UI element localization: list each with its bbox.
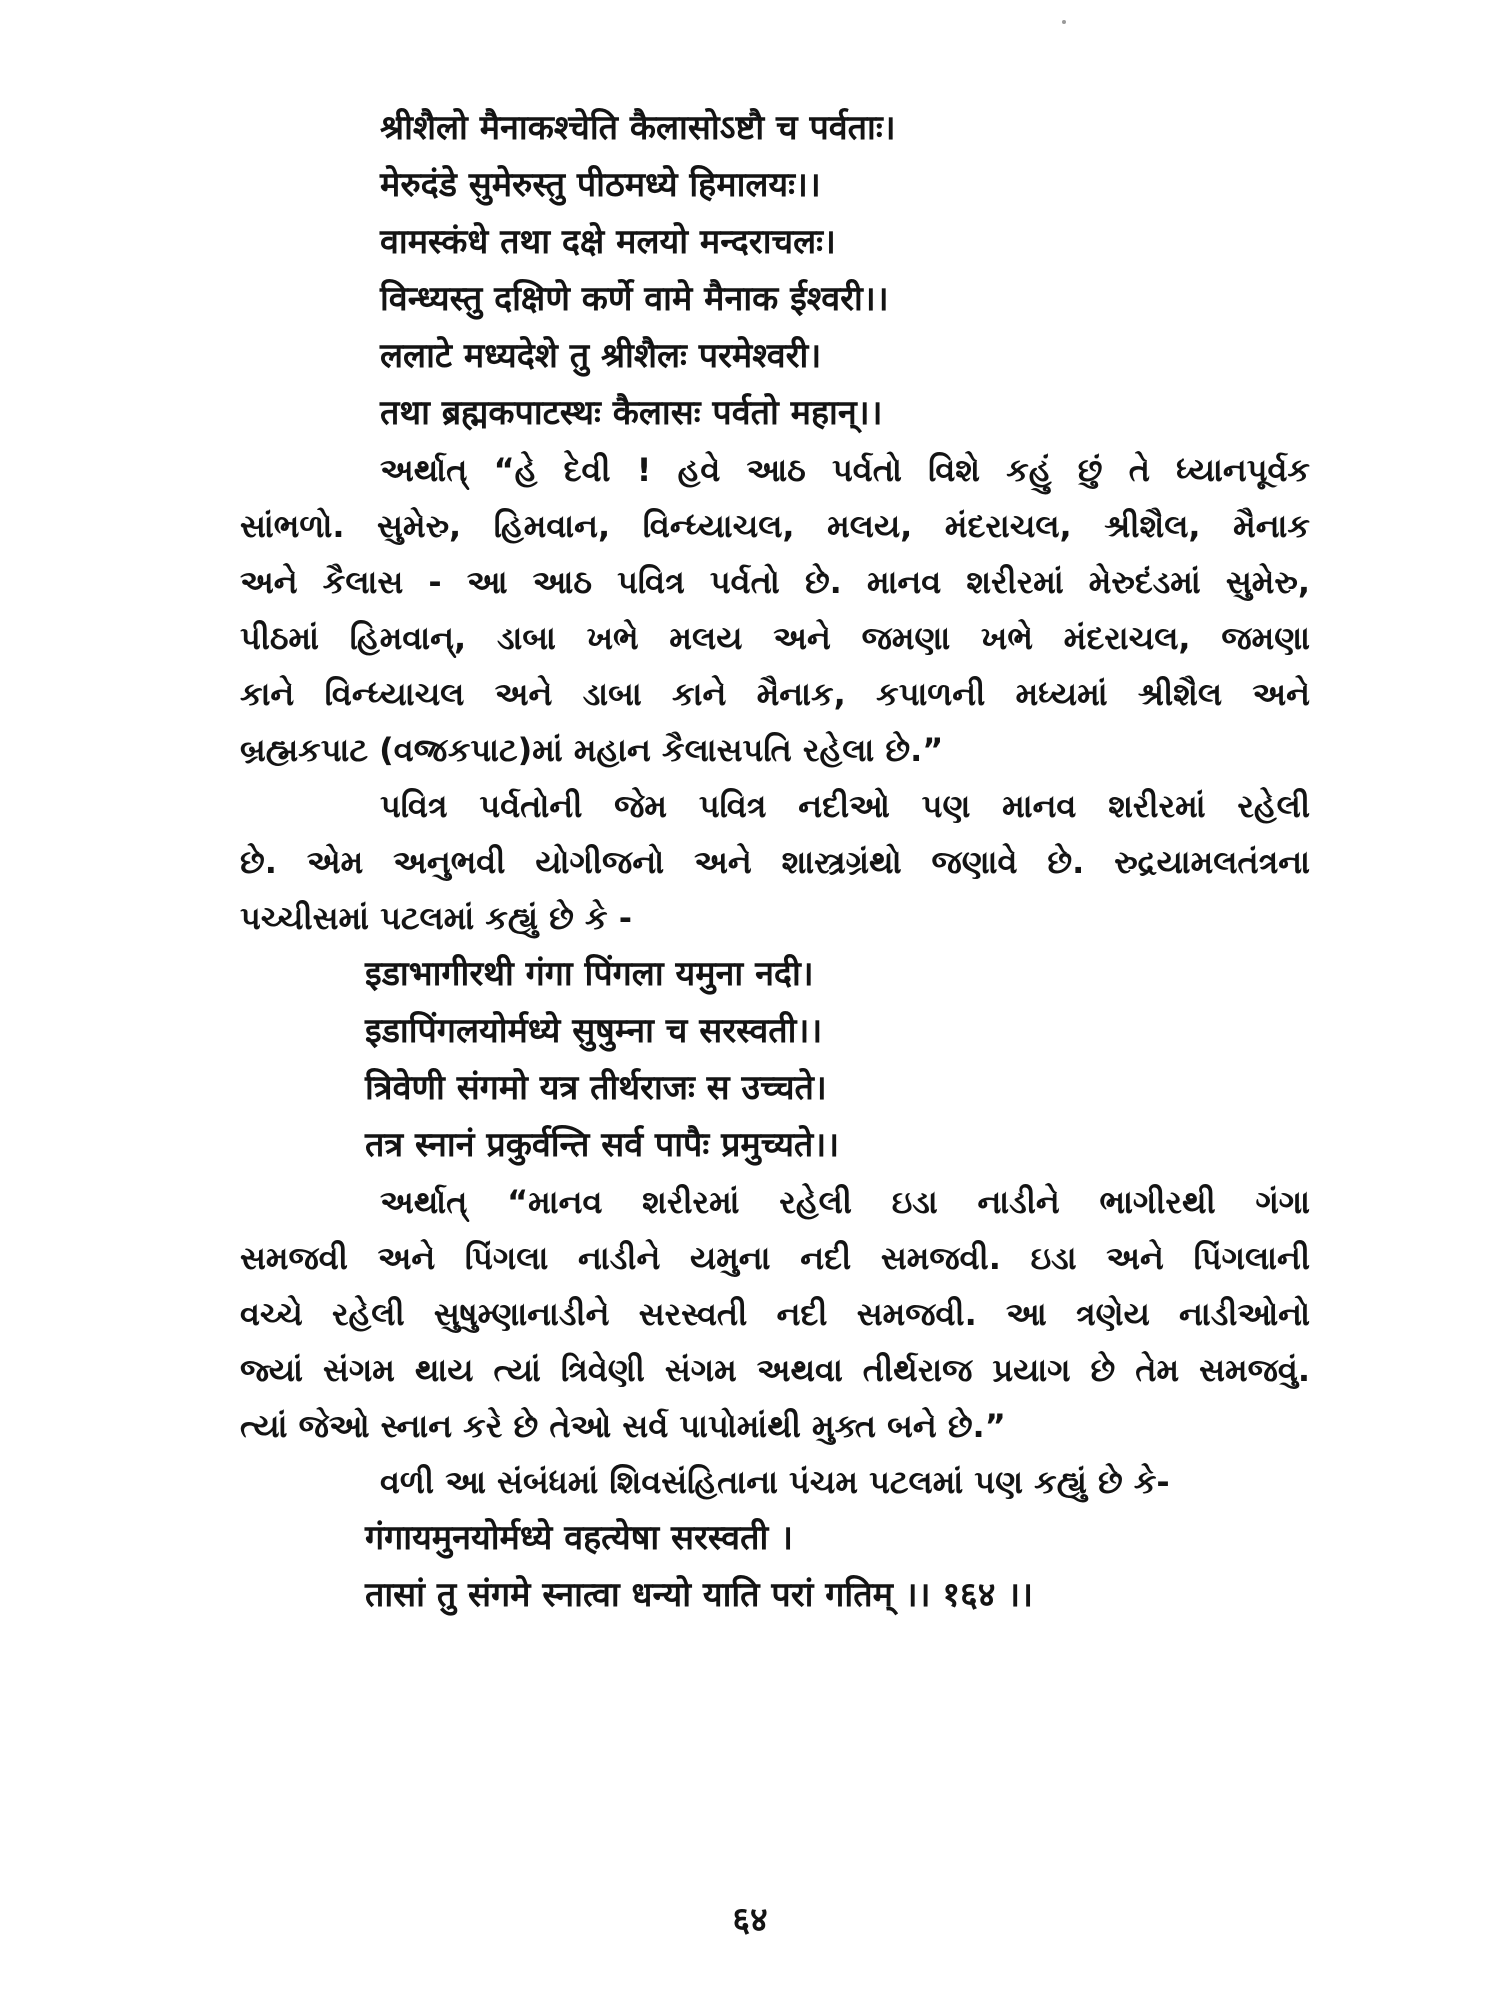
paragraph-line: વળી આ સંબંધમાં શિવસંહિતાના પંચમ પટલમાં પણ કહ્યું છે કે- — [380, 1463, 1170, 1501]
paragraph-line: અને કૈલાસ - આ આઠ પવિત્ર પર્વતો છે. માનવ શરીરમાં મેરુદંડમાં સુમેરુ, — [240, 563, 1310, 601]
verse-line: ललाटे मध्यदेशे तु श्रीशैलः परमेश्वरी। — [380, 336, 822, 376]
paragraph-line: કાને વિન્ધ્યાચલ અને ડાબા કાને મૈનાક, કપાળની મધ્યમાં શ્રીશૈલ અને — [240, 675, 1310, 713]
verse-line: तत्र स्नानं प्रकुर्वन्ति सर्व पापैः प्रमुच्यते।। — [365, 1125, 840, 1165]
page-number: ६४ — [732, 1900, 768, 1940]
paragraph-line: છે. એમ અનુભવી યોગીજનો અને શાસ્ત્રગ્રંથો જણાવે છે. રુદ્રયામલતંત્રના — [240, 843, 1310, 881]
paragraph-line: વચ્ચે રહેલી સુષુમ્ણાનાડીને સરસ્વતી નદી સમજવી. આ ત્રણેય નાડીઓનો — [240, 1295, 1310, 1333]
paragraph-line: પચ્ચીસમાં પટલમાં કહ્યું છે કે - — [240, 899, 633, 937]
verse-block-rivers — [240, 946, 1310, 1174]
verse-line: श्रीशैलो मैनाकश्चेति कैलासोऽष्टौ च पर्वताः। — [380, 108, 896, 148]
paragraph-rivers-meaning — [240, 1174, 1310, 1454]
verse-block-confluence — [240, 1510, 1310, 1624]
verse-line: तासां तु संगमे स्नात्वा धन्यो याति परां गतिम् ।। १६४ ।। — [365, 1575, 1034, 1615]
paragraph-line: અર્થાત્ “માનવ શરીરમાં રહેલી ઇડા નાડીને ભાગીરથી ગંગા — [380, 1183, 1310, 1221]
verse-line: इडापिंगलयोर्मध्ये सुषुम्ना च सरस्वती।। — [365, 1011, 823, 1051]
verse-line: गंगायमुनयोर्मध्ये वहत्येषा सरस्वती । — [365, 1518, 793, 1558]
paragraph-line: ત્યાં જેઓ સ્નાન કરે છે તેઓ સર્વ પાપોમાંથી મુક્ત બને છે.” — [240, 1407, 1006, 1445]
paragraph-line: પીઠમાં હિમવાન્, ડાબા ખભે મલય અને જમણા ખભે મંદરાચલ, જમણા — [240, 619, 1310, 657]
paragraph-shivasamhita-intro — [240, 1454, 1310, 1510]
verse-line: त्रिवेणी संगमो यत्र तीर्थराजः स उच्चते। — [365, 1068, 827, 1108]
paragraph-line: બ્રહ્મકપાટ (વજ્રકપાટ)માં મહાન કૈલાસપતિ રહેલા છે.” — [240, 731, 944, 769]
verse-line: वामस्कंधे तथा दक्षे मलयो मन्दराचलः। — [380, 222, 836, 262]
page-body — [240, 100, 1310, 1624]
paragraph-mountains-meaning — [240, 442, 1310, 778]
verse-block-mountains — [240, 100, 1310, 442]
paragraph-line: પવિત્ર પર્વતોની જેમ પવિત્ર નદીઓ પણ માનવ શરીરમાં રહેલી — [380, 787, 1310, 825]
verse-line: विन्ध्यस्तु दक्षिणे कर्णे वामे मैनाक ईश्वरी।। — [380, 279, 889, 319]
paragraph-line: સાંભળો. સુમેરુ, હિમવાન, વિન્ધ્યાચલ, મલય, મંદરાચલ, શ્રીશૈલ, મૈનાક — [240, 507, 1310, 545]
verse-line: इडाभागीरथी गंगा पिंगला यमुना नदी। — [365, 954, 814, 994]
paragraph-rivers-intro — [240, 778, 1310, 946]
verse-line: तथा ब्रह्मकपाटस्थः कैलासः पर्वतो महान्।। — [380, 393, 883, 433]
scan-speck — [1062, 20, 1066, 24]
paragraph-line: અર્થાત્ “હે દેવી ! હવે આઠ પર્વતો વિશે કહું છું તે ધ્યાનપૂર્વક — [380, 451, 1310, 489]
verse-line: मेरुदंडे सुमेरुस्तु पीठमध्ये हिमालयः।। — [380, 165, 821, 205]
paragraph-line: જ્યાં સંગમ થાય ત્યાં ત્રિવેણી સંગમ અથવા તીર્થરાજ પ્રયાગ છે તેમ સમજવું. — [240, 1351, 1310, 1389]
paragraph-line: સમજવી અને પિંગલા નાડીને યમુના નદી સમજવી. ઇડા અને પિંગલાની — [240, 1239, 1310, 1277]
